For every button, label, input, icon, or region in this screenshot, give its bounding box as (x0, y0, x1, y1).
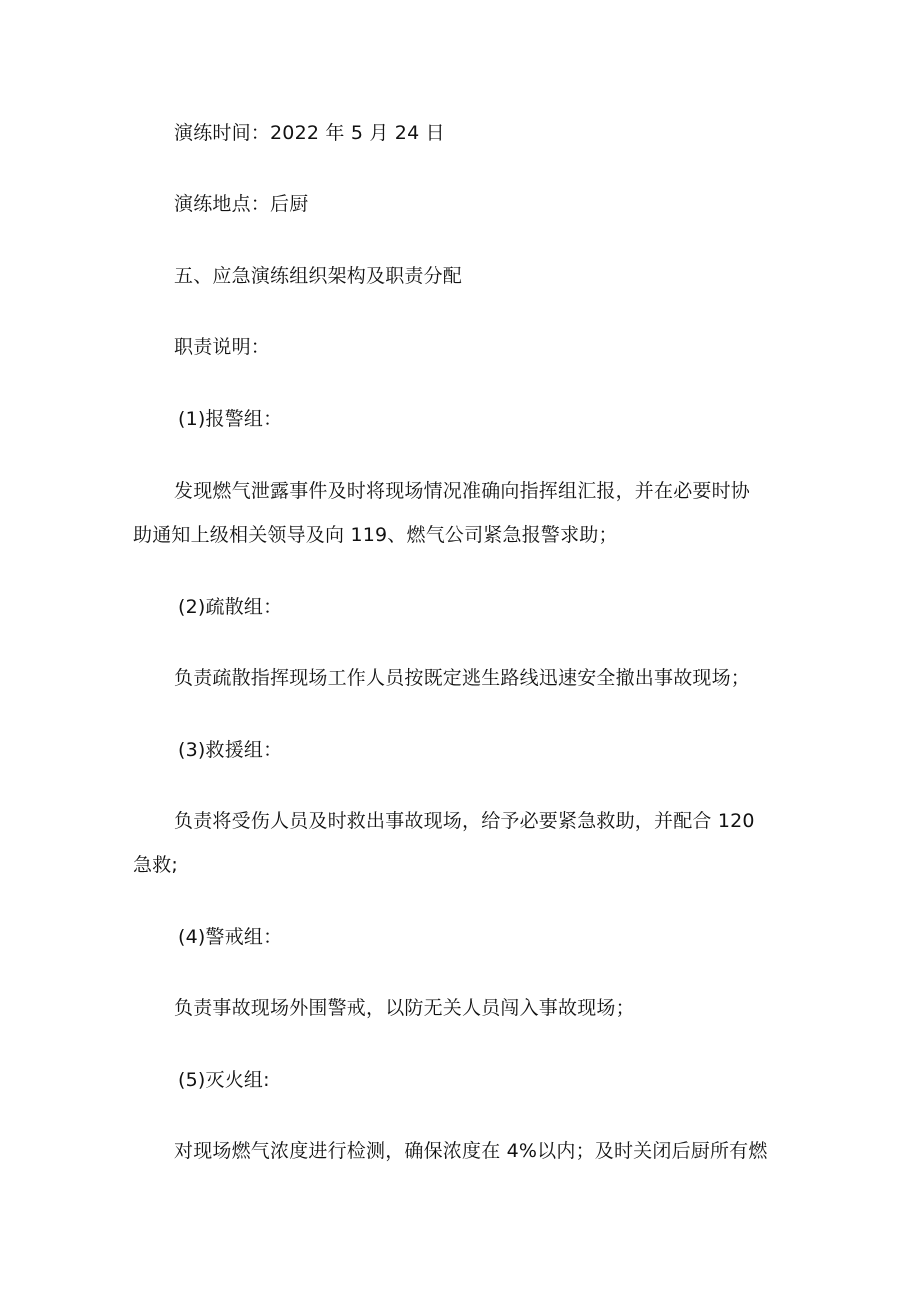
group-desc-line: 负责疏散指挥现场工作人员按既定逃生路线迅速安全撤出事故现场； (174, 667, 751, 689)
group-desc-line: 急救; (133, 854, 179, 876)
group-desc-line: 负责事故现场外围警戒，以防无关人员闯入事故现场； (174, 997, 635, 1019)
group-desc-line: 发现燃气泄露事件及时将现场情况准确向指挥组汇报，并在必要时协 (174, 480, 751, 502)
group-desc-line: 助通知上级相关领导及向 119、燃气公司紧急报警求助； (133, 524, 618, 546)
group-desc-line: 对现场燃气浓度进行检测，确保浓度在 4%以内；及时关闭后厨所有燃 (174, 1140, 768, 1162)
group-heading-firefighting: (5)灭火组: (178, 1069, 270, 1091)
group-heading-evacuation: (2)疏散组： (178, 596, 283, 618)
group-heading-rescue: (3)救援组： (178, 739, 283, 761)
duties-intro: 职责说明： (174, 336, 271, 358)
group-heading-alarm: (1)报警组： (178, 408, 283, 430)
section-heading: 五、应急演练组织架构及职责分配 (174, 265, 463, 287)
drill-location: 演练地点：后厨 (174, 193, 309, 215)
group-heading-guard: (4)警戒组： (178, 926, 283, 948)
drill-time: 演练时间：2022 年 5 月 24 日 (174, 122, 445, 144)
group-desc-line: 负责将受伤人员及时救出事故现场，给予必要紧急救助，并配合 120 (174, 810, 755, 832)
